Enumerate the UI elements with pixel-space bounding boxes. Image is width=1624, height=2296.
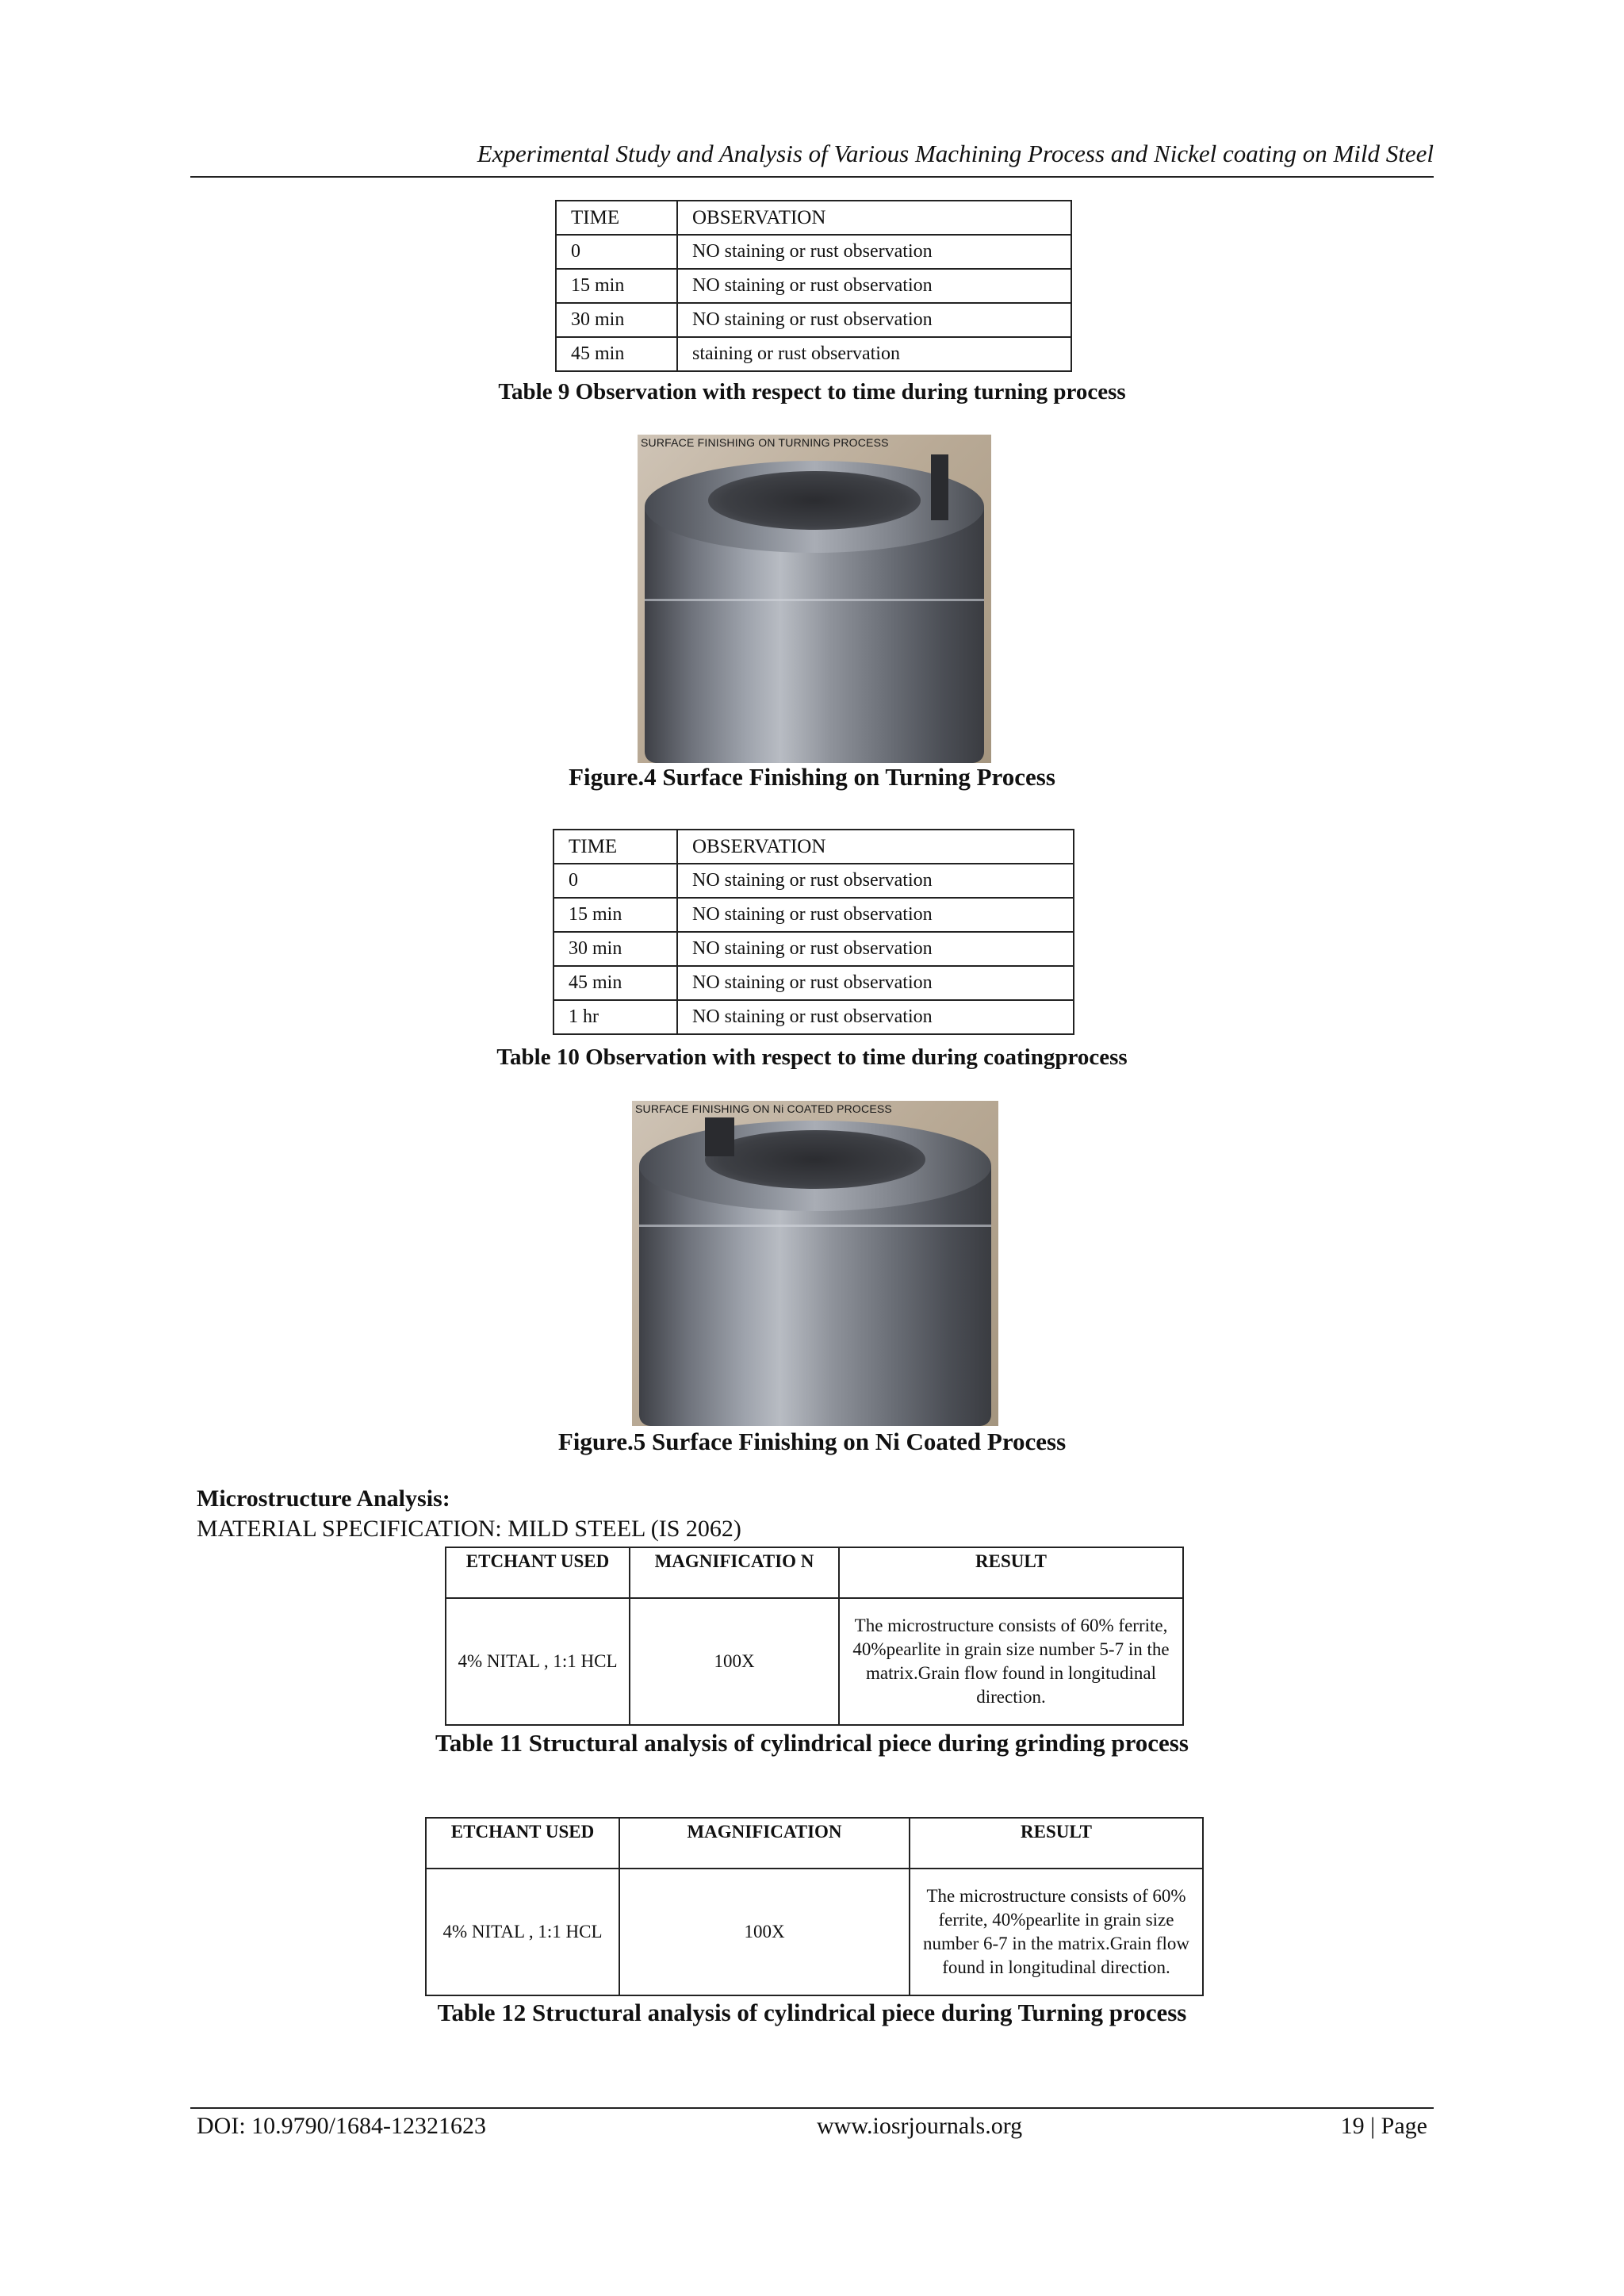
table-row <box>553 898 1074 932</box>
cylinder-bore <box>705 1130 925 1189</box>
cylinder-slot <box>931 454 948 520</box>
table-10-caption: Table 10 Observation with respect to time during coatingprocess <box>496 1045 1128 1070</box>
column-header-magnification: MAGNIFICATION <box>619 1818 910 1869</box>
running-header <box>190 136 1434 178</box>
table-row <box>553 1000 1074 1034</box>
figure-4-photo <box>638 435 991 763</box>
table-11 <box>445 1547 1184 1726</box>
footer-page-number: 19 | Page <box>1340 2113 1427 2139</box>
etchant-cell: 4% NITAL , 1:1 HCL <box>446 1598 630 1725</box>
observation-cell: NO staining or rust observation <box>677 898 1074 932</box>
column-header-magnification: MAGNIFICATIO N <box>630 1547 839 1598</box>
time-cell: 45 min <box>556 337 677 371</box>
running-title: Experimental Study and Analysis of Various Machining Process and Nickel coating on Mild Steel <box>477 140 1434 167</box>
observation-cell: NO staining or rust observation <box>677 235 1071 269</box>
table-9 <box>555 200 1072 372</box>
observation-cell: NO staining or rust observation <box>677 1000 1074 1034</box>
time-cell: 0 <box>553 864 677 898</box>
table-header-row <box>556 201 1071 235</box>
footer-doi: DOI: 10.9790/1684-12321623 <box>197 2113 486 2139</box>
footer-website: www.iosrjournals.org <box>817 2113 1023 2139</box>
time-cell: 15 min <box>556 269 677 303</box>
table-row <box>426 1869 1203 1995</box>
cylinder-groove <box>639 1225 991 1227</box>
figure-4-caption: Figure.4 Surface Finishing on Turning Process <box>569 763 1055 791</box>
table-row <box>556 337 1071 371</box>
table-row <box>553 932 1074 966</box>
column-header-etchant: ETCHANT USED <box>446 1547 630 1598</box>
table-11-caption: Table 11 Structural analysis of cylindrical piece during grinding process <box>435 1729 1189 1757</box>
time-cell: 45 min <box>553 966 677 1000</box>
table-9-caption: Table 9 Observation with respect to time during turning process <box>498 379 1126 404</box>
column-header-observation: OBSERVATION <box>677 830 1074 864</box>
column-header-etchant: ETCHANT USED <box>426 1818 619 1869</box>
table-row <box>446 1598 1183 1725</box>
time-cell: 30 min <box>553 932 677 966</box>
cylinder-groove <box>645 599 984 601</box>
etchant-cell: 4% NITAL , 1:1 HCL <box>426 1869 619 1995</box>
observation-cell: NO staining or rust observation <box>677 966 1074 1000</box>
figure-5-photo <box>632 1101 998 1426</box>
figure-4-image-label: SURFACE FINISHING ON TURNING PROCESS <box>641 436 889 449</box>
time-cell: 1 hr <box>553 1000 677 1034</box>
result-cell: The microstructure consists of 60% ferrite, 40%pearlite in grain size number 5-7 in the matrix.Grain flow found in longitudinal direction. <box>839 1598 1183 1725</box>
cylinder-bore <box>708 471 921 531</box>
table-row <box>553 864 1074 898</box>
table-header-row <box>553 830 1074 864</box>
table-header-row <box>426 1818 1203 1869</box>
table-row <box>553 966 1074 1000</box>
column-header-result: RESULT <box>839 1547 1183 1598</box>
observation-cell: NO staining or rust observation <box>677 864 1074 898</box>
column-header-result: RESULT <box>910 1818 1203 1869</box>
column-header-time: TIME <box>553 830 677 864</box>
table-10 <box>553 829 1074 1035</box>
time-cell: 0 <box>556 235 677 269</box>
observation-cell: NO staining or rust observation <box>677 269 1071 303</box>
section-heading: Microstructure Analysis: <box>197 1485 450 1512</box>
table-row <box>556 269 1071 303</box>
table-row <box>556 235 1071 269</box>
table-12-caption: Table 12 Structural analysis of cylindrical piece during Turning process <box>437 1999 1187 2026</box>
column-header-observation: OBSERVATION <box>677 201 1071 235</box>
material-specification: MATERIAL SPECIFICATION: MILD STEEL (IS 2062) <box>197 1516 741 1542</box>
magnification-cell: 100X <box>619 1869 910 1995</box>
table-header-row <box>446 1547 1183 1598</box>
table-12 <box>425 1817 1204 1996</box>
observation-cell: NO staining or rust observation <box>677 303 1071 337</box>
column-header-time: TIME <box>556 201 677 235</box>
observation-cell: NO staining or rust observation <box>677 932 1074 966</box>
observation-cell: staining or rust observation <box>677 337 1071 371</box>
time-cell: 30 min <box>556 303 677 337</box>
time-cell: 15 min <box>553 898 677 932</box>
cylinder-slot <box>705 1117 734 1156</box>
footer-rule <box>190 2107 1434 2109</box>
table-row <box>556 303 1071 337</box>
figure-5-image-label: SURFACE FINISHING ON Ni COATED PROCESS <box>635 1102 892 1115</box>
result-cell: The microstructure consists of 60% ferrite, 40%pearlite in grain size number 6-7 in the matrix.Grain flow found in longitudinal direction. <box>910 1869 1203 1995</box>
figure-5-caption: Figure.5 Surface Finishing on Ni Coated Process <box>557 1428 1067 1455</box>
magnification-cell: 100X <box>630 1598 839 1725</box>
